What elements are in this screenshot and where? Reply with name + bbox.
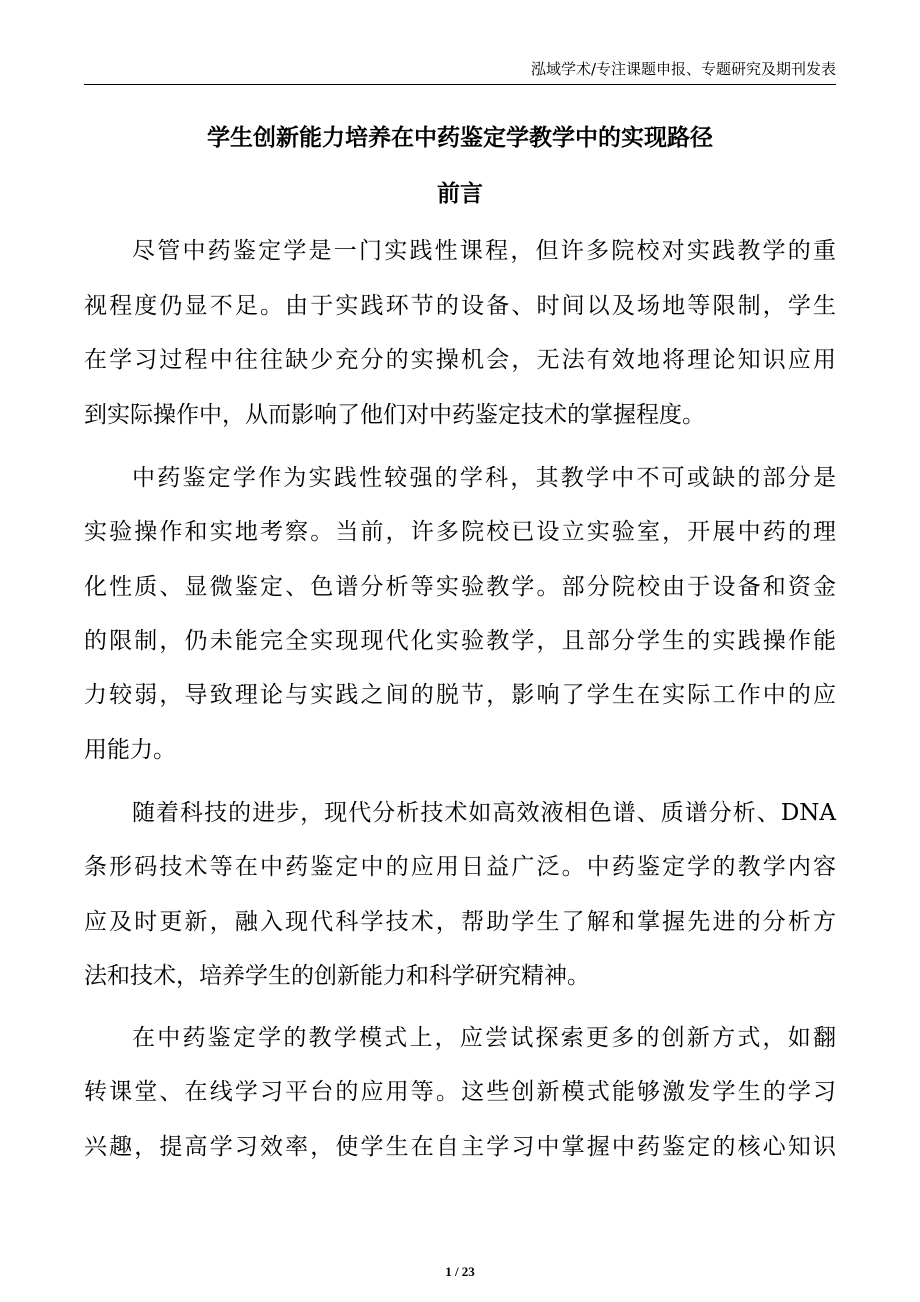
paragraph-2-line-2: 实验操作和实地考察。当前，许多院校已设立实验室，开展中药的理 [84, 519, 836, 545]
paragraph-3-line-3: 应及时更新，融入现代科学技术，帮助学生了解和掌握先进的分析方 [84, 909, 836, 935]
paragraph-2-line-1: 中药鉴定学作为实践性较强的学科，其教学中不可或缺的部分是 [132, 465, 836, 491]
header-note: 泓域学术/专注课题申报、专题研究及期刊发表 [530, 60, 836, 78]
paragraph-2-line-4: 的限制，仍未能完全实现现代化实验教学，且部分学生的实践操作能 [84, 628, 836, 654]
paragraph-3-line-1: 随着科技的进步，现代分析技术如高效液相色谱、质谱分析、DNA [132, 800, 836, 826]
paragraph-2-line-5: 力较弱，导致理论与实践之间的脱节，影响了学生在实际工作中的应 [84, 682, 836, 708]
paragraph-1-line-3: 在学习过程中往往缺少充分的实操机会，无法有效地将理论知识应用 [84, 347, 836, 373]
paragraph-2-line-6: 用能力。 [84, 737, 176, 763]
page-number: 1 / 23 [445, 1264, 475, 1279]
paragraph-1-line-4: 到实际操作中，从而影响了他们对中药鉴定技术的掌握程度。 [84, 402, 705, 428]
header-divider [84, 84, 836, 85]
paragraph-4-line-2: 转课堂、在线学习平台的应用等。这些创新模式能够激发学生的学习 [84, 1079, 836, 1105]
paragraph-3-line-4: 法和技术，培养学生的创新能力和科学研究精神。 [84, 963, 590, 989]
paragraph-2-line-3: 化性质、显微鉴定、色谱分析等实验教学。部分院校由于设备和资金 [84, 574, 836, 600]
section-title: 前言 [437, 181, 483, 207]
paragraph-4-line-3: 兴趣，提高学习效率，使学生在自主学习中掌握中药鉴定的核心知识 [84, 1134, 836, 1160]
paragraph-1-line-1: 尽管中药鉴定学是一门实践性课程，但许多院校对实践教学的重 [132, 238, 836, 264]
paragraph-4-line-1: 在中药鉴定学的教学模式上，应尝试探索更多的创新方式，如翻 [132, 1025, 836, 1051]
document-title: 学生创新能力培养在中药鉴定学教学中的实现路径 [207, 125, 713, 151]
paragraph-1-line-2: 视程度仍显不足。由于实践环节的设备、时间以及场地等限制，学生 [84, 293, 836, 319]
paragraph-3-line-2: 条形码技术等在中药鉴定中的应用日益广泛。中药鉴定学的教学内容 [84, 854, 836, 880]
